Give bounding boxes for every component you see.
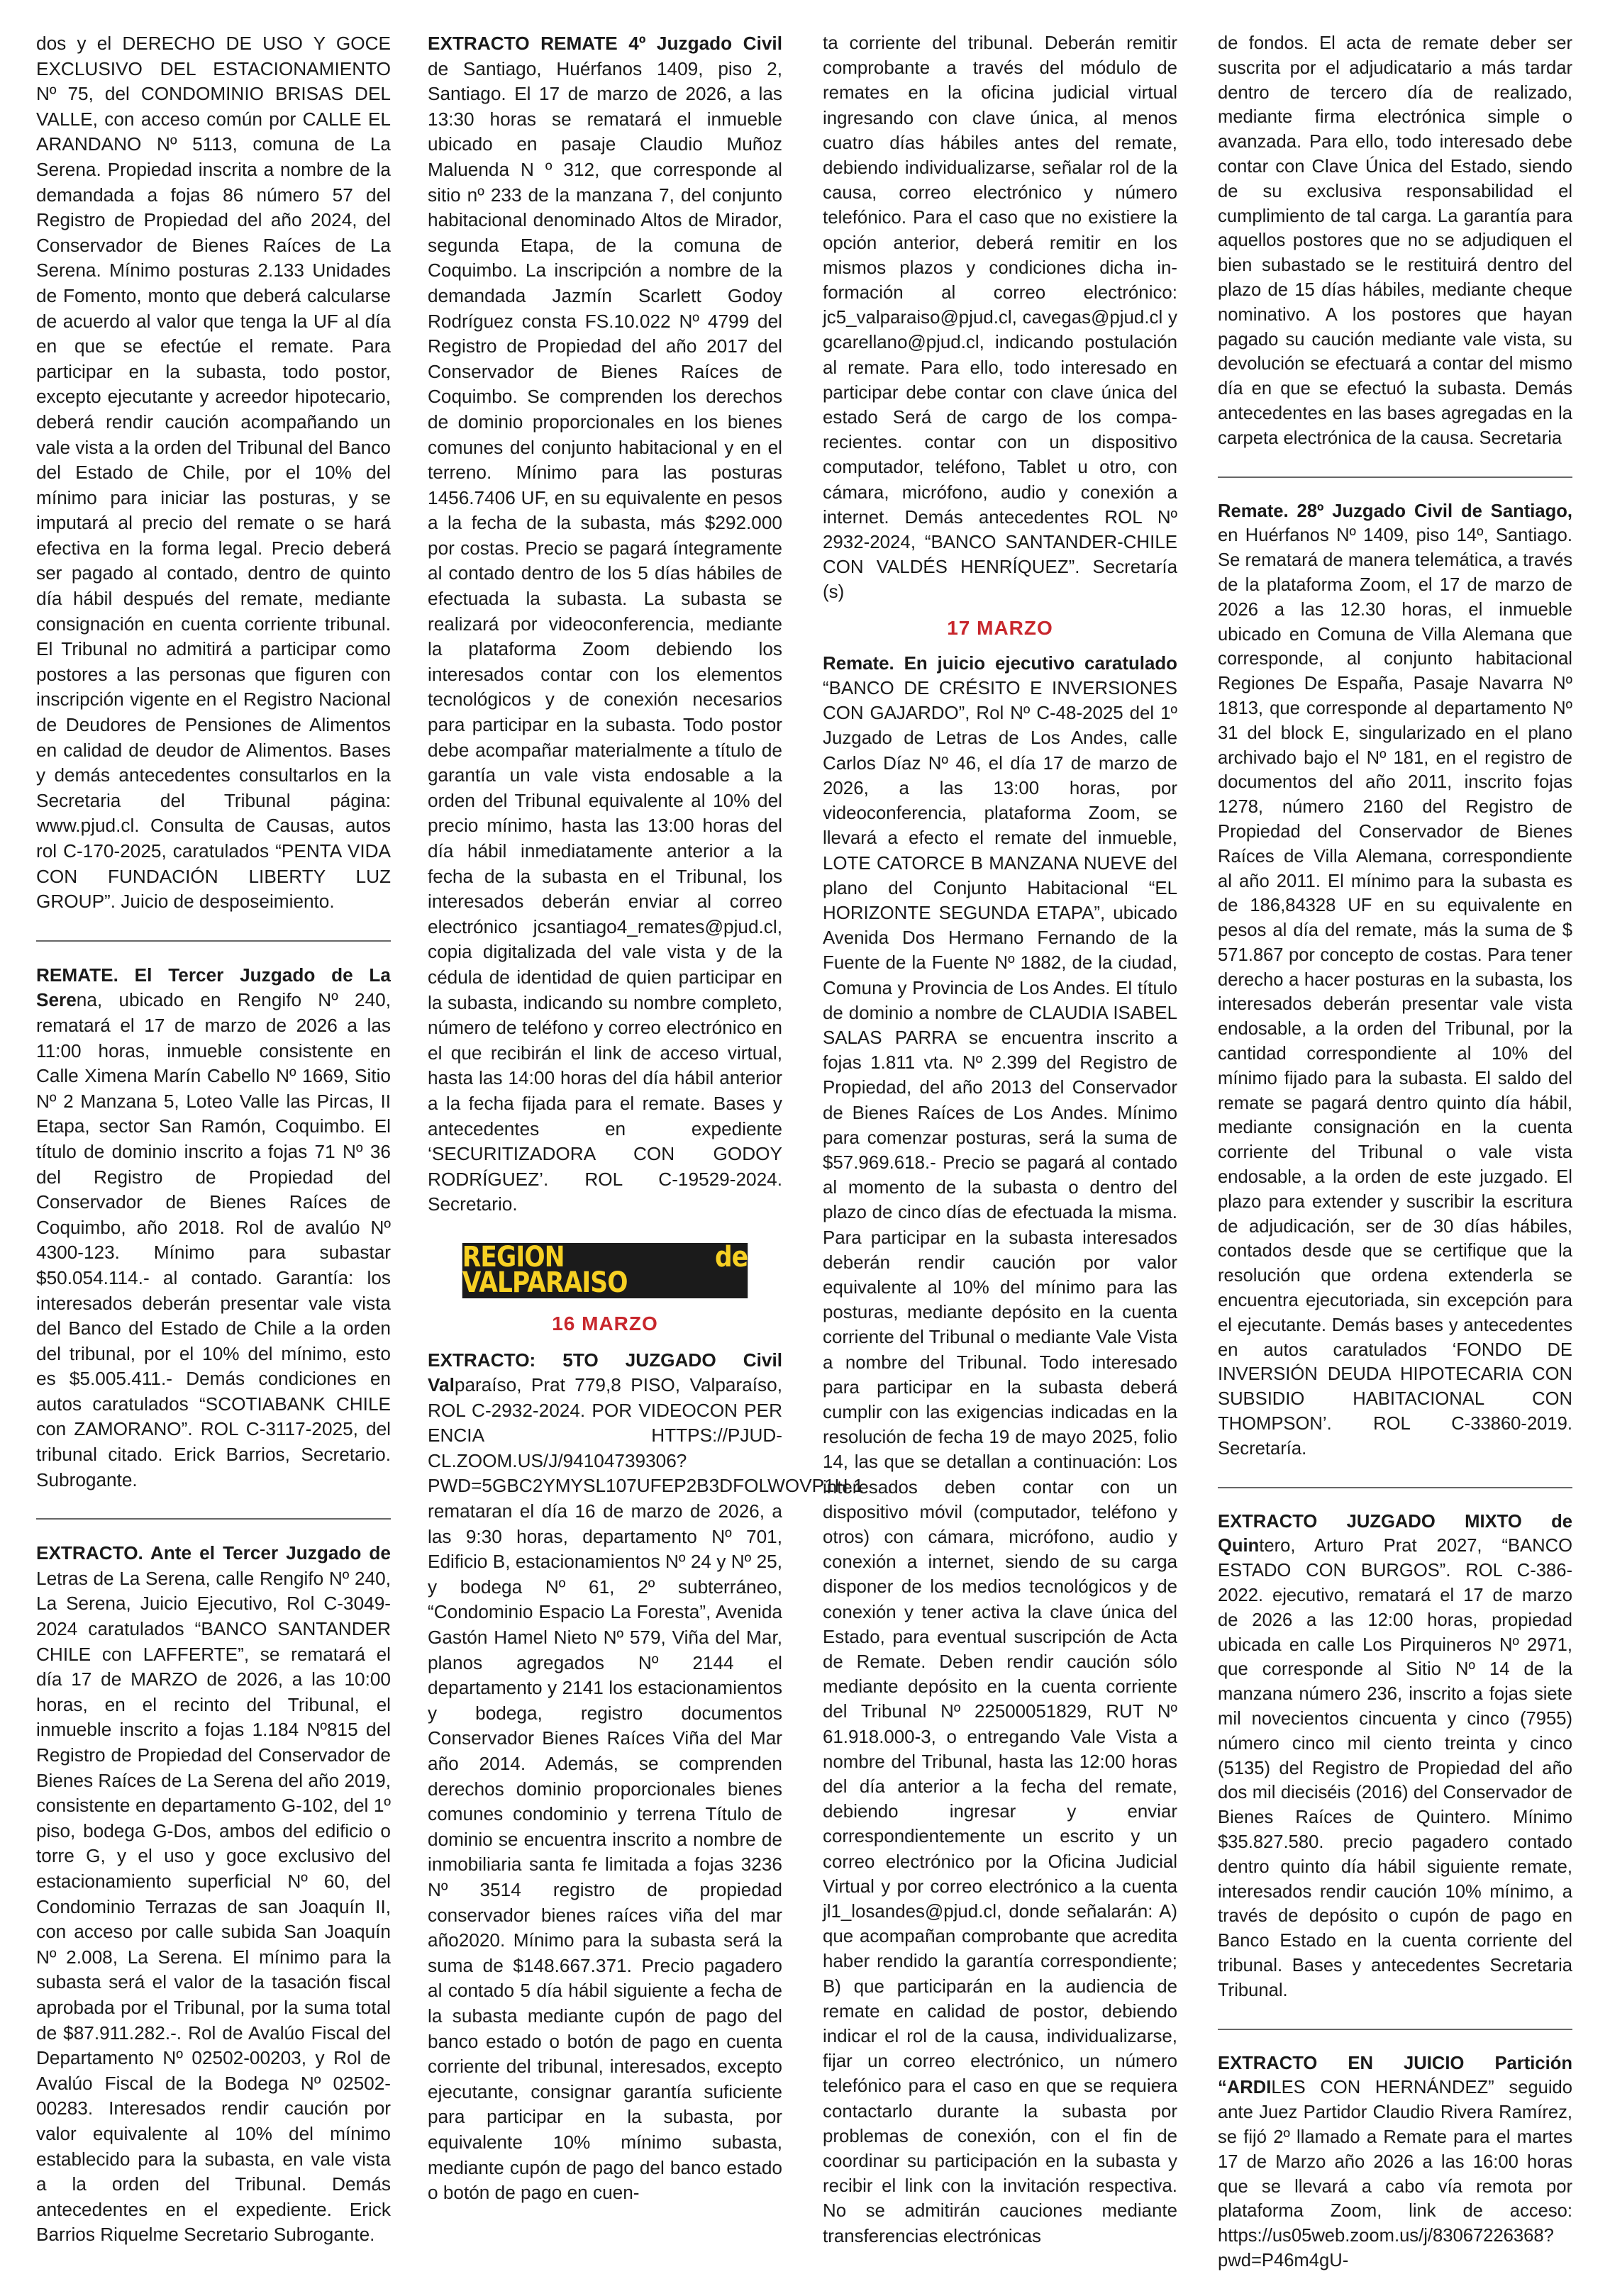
notice (1218, 499, 1572, 1461)
notice-separator (36, 1518, 391, 1520)
column-3 (823, 31, 1177, 2249)
notice-lead: EXTRACTO JUZGADO MIXTO de Quin (1218, 1511, 1572, 1556)
notice-separator (1218, 477, 1572, 478)
notice-body: de Santiago, Huérfanos 1409, piso 2, Santiago. El 17 de marzo de 2026, a las 13:30 horas se rematará el inmueble ubicado en pasaje Claudio Muñoz Maluenda N º 312, que corresponde al sitio nº 233 de la manzana 7, del conjunto habitacional denominado Altos de Mirador, segunda Etapa, de la comuna de Coquimbo. La inscripción a nombre de la demandada Jazmín Scarlett Godoy Rodríguez consta FS.10.022 Nº 4799 del Registro de Propiedad del año 2017 del Conservador de Bienes Raíces de Coquimbo. Se comprenden los derechos de dominio proporcionales en los bienes comunes del conjunto habitacional y en el terreno. Mínimo para las posturas 1456.7406 UF, en su equivalente en pesos a la fecha de la subasta, más $292.000 por costas. Precio se pagará íntegramente al contado dentro de los 5 días hábiles de efectuada la subasta. La subasta se realizará por videoconferencia, mediante la plataforma Zoom debiendo los interesados contar con los elementos tecnológicos y de conexión necesarios para participar en la subasta. Todo postor debe acompañar materialmente a título de garantía un vale vista endosable a la orden del Tribunal equivalente al 10% del precio mínimo, hasta las 13:00 horas del día hábil inmediatamente anterior a la fecha de la subasta en el Tribunal, los interesados deberán enviar al correo electrónico jcsantiago4_remates@pjud.cl, copia digitalizada del vale vista y de la cédula de identidad de quien participar en la subasta, indicando su nombre completo, número de teléfono y correo electrónico en el que recibirán el link de acceso virtual, hasta las 14:00 horas del día hábil anterior a la fecha fijada para el remate. Bases y antecedentes en expediente ‘SECURITIZADORA CON GODOY RODRÍGUEZ’. ROL C-19529-2024. Secretario. (428, 57, 782, 1215)
notice (1218, 2051, 1572, 2273)
notice-body: en Huérfanos Nº 1409, piso 14º, Santiago. Se rematará de manera telemática, a través de la plataforma Zoom, el 17 de marzo de 2026 a las 12.30 horas, el inmueble ubicado en Comuna de Villa Alemana que corresponde, al conjunto habitacional Regiones De España, Pasaje Navarra Nº 1813, que corresponde al departamento Nº 31 del block E, singularizado en el plano archivado bajo el Nº 181, en el registro de documentos del año 2011, inscrito fojas 1278, número 2160 del Registro de Propiedad del Conservador de Bienes Raíces de Villa Alemana, correspondiente al año 2011. El mínimo para la subasta es de 186,84328 UF en su equivalente en pesos al día del remate, más la suma de $ 571.867 por concepto de costas. Para tener derecho a hacer posturas en la subasta, los interesados deberán presentar vale vista endosable, a la orden del Tribunal, por la cantidad correspondiente al 10% del mínimo fijado para la subasta. El saldo del remate se pagará dentro quinto día hábil, mediante consignación en la cuenta corriente del Tribunal o vale vista endosable, a la orden de este juzgado. El plazo para extender y suscribir la escritura de adjudicación, ser de 30 días hábiles, contados desde que se certifique que la resolución que ordena extenderla se encuentra ejecutoriada, sin excepción para el ejecutante. Demás bases y antecedentes en autos caratulados ‘FONDO DE INVERSIÓN DEUDA HIPOTECARIA CON SUBSIDIO HABITACIONAL CON THOMPSON’. ROL C-33860-2019. Secretaría. (1218, 525, 1572, 1459)
notice (36, 963, 391, 1493)
notice-lead: REMATE. El Tercer Juzgado de La Sere (36, 964, 391, 1011)
notice-lead: EXTRACTO. Ante el Tercer Juzgado de (36, 1542, 391, 1564)
column-2 (428, 31, 864, 2206)
notice (823, 31, 1177, 606)
notice-body: paraíso, Prat 779,8 PISO, Valparaíso, ROL C-2932-2024. POR VIDEOCON PER ENCIA HTTPS://PJUD-CL.ZOOM.US/J/94104739306?PWD=5GBC2YMYSL107UFEP2B3DFOLWOVP1H.1 remataran el día 16 de marzo de 2026, a las 9:30 horas, departamento Nº 701, Edificio B, estacionamientos Nº 24 y Nº 25, y bodega Nº 61, 2º subterráneo, “Condominio Espacio La Foresta”, Avenida Gastón Hamel Nieto Nº 579, Viña del Mar, planos agregados Nº 2144 el departamento y 2141 los estacionamientos y bodega, registro documentos Conservador Bienes Raíces Viña del Mar año 2014. Además, se comprenden derechos dominio proporcionales bienes comunes condominio y terrena Título de dominio se encuentra inscrito a nombre de inmobiliaria santa fe limitada a fojas 3236 Nº 3514 registro de propiedad conservador bienes raíces viña del mar año2020. Mínimo para la subasta será la suma de $148.667.371. Precio pagadero al contado 5 día hábil siguiente a fecha de la subasta mediante cupón de pago del banco estado o botón de pago en cuenta corriente del tribunal, interesados, excepto ejecutante, consignar garantía suficiente para participar en la subasta, por equivalente 10% mínimo subasta, mediante cupón de pago del banco estado o botón de pago en cuen- (428, 1374, 864, 2204)
notice-body: “BANCO DE CRÉSITO E INVERSIONES CON GAJARDO”, Rol Nº C-48-2025 del 1º Juzgado de Letras de Los Andes, calle Carlos Díaz Nº 46, el día 17 de marzo de 2026, a las 13:00 horas, por videoconferencia, plataforma Zoom, se llevará a efecto el remate del inmueble, LOTE CATORCE B MANZANA NUEVE del plano del Conjunto Habitacional “EL HORIZONTE SEGUNDA ETAPA”, ubicado Avenida Dos Hermano Fernando de la Fuente de la Fuente Nº 1882, de la ciudad, Comuna y Provincia de Los Andes. El título de dominio a nombre de CLAUDIA ISABEL SALAS PARRA se encuentra inscrito a fojas 1.811 vta. Nº 2.399 del Registro de Propiedad, del año 2013 del Conservador de Bienes Raíces de Los Andes. Mínimo para comenzar posturas, será la suma de $57.969.618.- Precio se pagará al contado al momento de la subasta o dentro del plazo de cinco días de efectuada la misma. Para participar en la subasta interesados deberán rendir caución por valor equivalente al 10% del mínimo para las posturas, mediante depósito en la cuenta corriente del Tribunal o mediante Vale Vista a nombre del Tribunal. Todo interesado para participar en la subasta deberá cumplir con las exigencias indicadas en la resolución de fecha 19 de mayo 2025, folio 14, las que se detallan a continuación: Los interesados deben contar con un dispositivo móvil (computador, teléfono y otros) con cámara, micrófono, audio y conexión a internet, siendo de su carga disponer de los medios tecnológicos y de conexión y tener activa la clave única del Estado, para eventual suscripción de Acta de Remate. Deben rendir caución sólo mediante depósito en la cuenta corriente del Tribunal Nº 22500051829, RUT Nº 61.918.000-3, o entregando Vale Vista a nombre del Tribunal, hasta las 12:00 horas del día anterior a la fecha del remate, debiendo ingresar y enviar correspondientemente un escrito y un correo electrónico por la Oficina Judicial Virtual y por correo electrónico a la cuenta jl1_losandes@pjud.cl, donde señalarán: A) que acompañan comprobante que acredita haber rendido la garantía correspondiente; B) que participarán en la audiencia de remate en calidad de postor, debiendo indicar el rol de la causa, individualizarse, fijar un correo electrónico, un número telefónico para el caso en que se requiera contactarlo durante la subasta por problemas de conexión, con el fin de coordinar su participación en la subasta y recibir el link con la invitación respectiva. No se admitirán cauciones mediante transferencias electrónicas (823, 679, 1177, 2246)
notice-separator (1218, 2029, 1572, 2030)
region-banner: REGION de VALPARAISO (462, 1241, 748, 1299)
notice-separator (36, 940, 391, 942)
notice (36, 1541, 391, 2248)
notice-body: ta corriente del tribunal. Deberán remitir comprobante a través del módulo de remates en la oficina judicial virtual ingresando con clave única, al menos cuatro días hábiles antes del remate, debiendo individualizarse, señalar rol de la causa, correo electrónico y número telefónico. Para el caso que no existiere la opción anterior, deberá remitir en los mismos plazos y condiciones dicha in-formación al correo electrónico: jc5_valparaiso@pjud.cl, cavegas@pjud.cl y gcarellano@pjud.cl, indicando postulación al remate. Para ello, todo interesado en participar debe contar con clave única del estado Será de cargo de los compa-recientes. contar con un dispositivo computador, teléfono, Tablet u otro, con cámara, micrófono, audio y conexión a internet. Demás antecedentes ROL Nº 2932-2024, “BANCO SANTANDER-CHILE CON VALDÉS HENRÍQUEZ”. Secretaría (s) (823, 33, 1177, 603)
notice-body: de fondos. El acta de remate deber ser suscrita por el adjudicatario a más tardar dentro de tercero día de realizado, mediante firma electrónica simple o avanzada. Para ello, todo interesado debe contar con Clave Única del Estado, siendo de su exclusiva responsabilidad el cumplimiento de tal carga. La garantía para aquellos postores que no se adjudiquen el bien subastado se le restituirá dentro del plazo de 15 días hábiles, mediante cheque nominativo. A los postores que hayan pagado su caución mediante vale vista, su devolución se efectuará a contar del mismo día en que se efectuó la subasta. Demás antecedentes en las bases agregadas en la carpeta electrónica de la causa. Secretaria (1218, 33, 1572, 448)
notice-lead: EXTRACTO: 5TO JUZGADO Civil Val (428, 1349, 782, 1396)
notice-lead: EXTRACTO EN JUICIO Partición “ARDI (1218, 2053, 1572, 2098)
notice-body: Letras de La Serena, calle Rengifo Nº 240, La Serena, Juicio Ejecutivo, Rol C-3049-2024 caratulados “BANCO SANTANDER CHILE con LAFFERTE”, se rematará el día 17 de MARZO de 2026, a las 10:00 horas, en el recinto del Tribunal, el inmueble inscrito a fojas 1.184 Nº815 del Registro de Propiedad del Conservador de Bienes Raíces de La Serena del año 2019, consistente en departamento G-102, del 1º piso, bodega G-Dos, ambos del edificio o torre G, y el uso y goce exclusivo del estacionamiento superficial Nº 60, del Condominio Terrazas de san Joaquín II, con acceso por calle subida San Joaquín Nº 2.008, La Serena. El mínimo para la subasta será el valor de la tasación fiscal aprobada por el Tribunal, por la suma total de $87.911.282.-. Rol de Avalúo Fiscal del Departamento Nº 02502-00203, y Rol de Avalúo Fiscal de la Bodega Nº 02502-00283. Interesados rendir caución por valor equivalente al 10% del mínimo establecido para la subasta, en vale vista a la orden del Tribunal. Demás antecedentes en el expediente. Erick Barrios Riquelme Secretario Subrogante. (36, 1567, 391, 2246)
notice (428, 1348, 864, 2206)
notice-lead: Remate. 28º Juzgado Civil de Santiago, (1218, 501, 1572, 521)
column-1 (36, 31, 391, 2248)
notice (36, 31, 391, 915)
notice (823, 652, 1177, 2249)
notice-lead: EXTRACTO REMATE 4º Juzgado Civil (428, 33, 782, 54)
column-4 (1218, 31, 1572, 2273)
date-heading: 17 MARZO (947, 616, 1053, 639)
date-heading: 16 MARZO (552, 1312, 658, 1334)
notice-lead: Remate. En juicio ejecutivo caratulado (823, 653, 1177, 674)
notice-separator (1218, 1487, 1572, 1488)
notice-body: LES CON HERNÁNDEZ” seguido ante Juez Partidor Claudio Rivera Ramírez, se fijó 2º llamado a Remate para el martes 17 de Marzo año 2026 a las 16:00 horas que se llevará a cabo vía remota por plataforma Zoom, link de acceso: https://us05web.zoom.us/j/83067226368?pwd=P46m4gU- (1218, 2078, 1572, 2270)
notice (428, 31, 782, 1217)
notice-body: na, ubicado en Rengifo Nº 240, rematará el 17 de marzo de 2026 a las 11:00 horas, inmueble consistente en Calle Ximena Marín Cabello Nº 1669, Sitio Nº 2 Manzana 5, Loteo Valle las Pircas, II Etapa, sector San Ramón, Coquimbo. El título de dominio inscrito a fojas 71 Nº 36 del Registro de Propiedad del Conservador de Bienes Raíces de Coquimbo, año 2018. Rol de avalúo Nº 4300-123. Mínimo para subastar $50.054.114.- al contado. Garantía: los interesados deberán presentar vale vista del Banco del Estado de Chile a la orden del tribunal, por el 10% del mínimo, esto es $5.005.411.- Demás condiciones en autos caratulados “SCOTIABANK CHILE con ZAMORANO”. ROL C-3117-2025, del tribunal citado. Erick Barrios, Secretario. Subrogante. (36, 989, 391, 1490)
notice (1218, 31, 1572, 451)
notice-body: tero, Arturo Prat 2027, “BANCO ESTADO CON BURGOS”. ROL C-386-2022. ejecutivo, rematará el 17 de marzo de 2026 a las 12:00 horas, propiedad ubicada en calle Los Pirquineros Nº 2971, que corresponde al Sitio Nº 14 de la manzana número 236, inscrito a fojas siete mil novecientos cincuenta y cinco (7955) número cinco mil ciento treinta y cinco (5135) del Registro de Propiedad del año dos mil dieciséis (2016) del Conservador de Bienes Raíces de Quintero. Mínimo $35.827.580. precio pagadero contado dentro quinto día hábil siguiente remate, interesados rendir caución 10% mínimo, a través de depósito o cupón de pago en Banco Estado en la cuenta corriente del tribunal. Bases y antecedentes Secretaria Tribunal. (1218, 1536, 1572, 2000)
notice (1218, 1510, 1572, 2003)
notice-body: dos y el DERECHO DE USO Y GOCE EXCLUSIVO DEL ESTACIONAMIENTO Nº 75, del CONDOMINIO BRISAS DEL VALLE, con acceso común por CALLE EL ARANDANO Nº 5113, comuna de La Serena. Propiedad inscrita a nombre de la demandada a fojas 86 número 57 del Registro de Propiedad del año 2024, del Conservador de Bienes Raíces de La Serena. Mínimo posturas 2.133 Unidades de Fomento, monto que deberá calcularse de acuerdo al valor que tenga la UF al día en que se efectúe el remate. Para participar en la subasta, todo postor, excepto ejecutante y acreedor hipotecario, deberá rendir caución acompañando un vale vista a la orden del Tribunal del Banco del Estado de Chile, por el 10% del mínimo para iniciar las posturas, y se imputará al precio del remate o se hará efectiva en la forma legal. Precio deberá ser pagado al contado, dentro de quinto día hábil después del remate, mediante consignación en cuenta corriente tribunal. El Tribunal no admitirá a participar como postores a las personas que figuren con inscripción vigente en el Registro Nacional de Deudores de Pensiones de Alimentos en calidad de deudor de Alimentos. Bases y demás antecedentes consultarlos en la Secretaria del Tribunal página: www.pjud.cl. Consulta de Causas, autos rol C-170-2025, caratulados “PENTA VIDA CON FUNDACIÓN LIBERTY LUZ GROUP”. Juicio de desposeimiento. (36, 33, 391, 913)
